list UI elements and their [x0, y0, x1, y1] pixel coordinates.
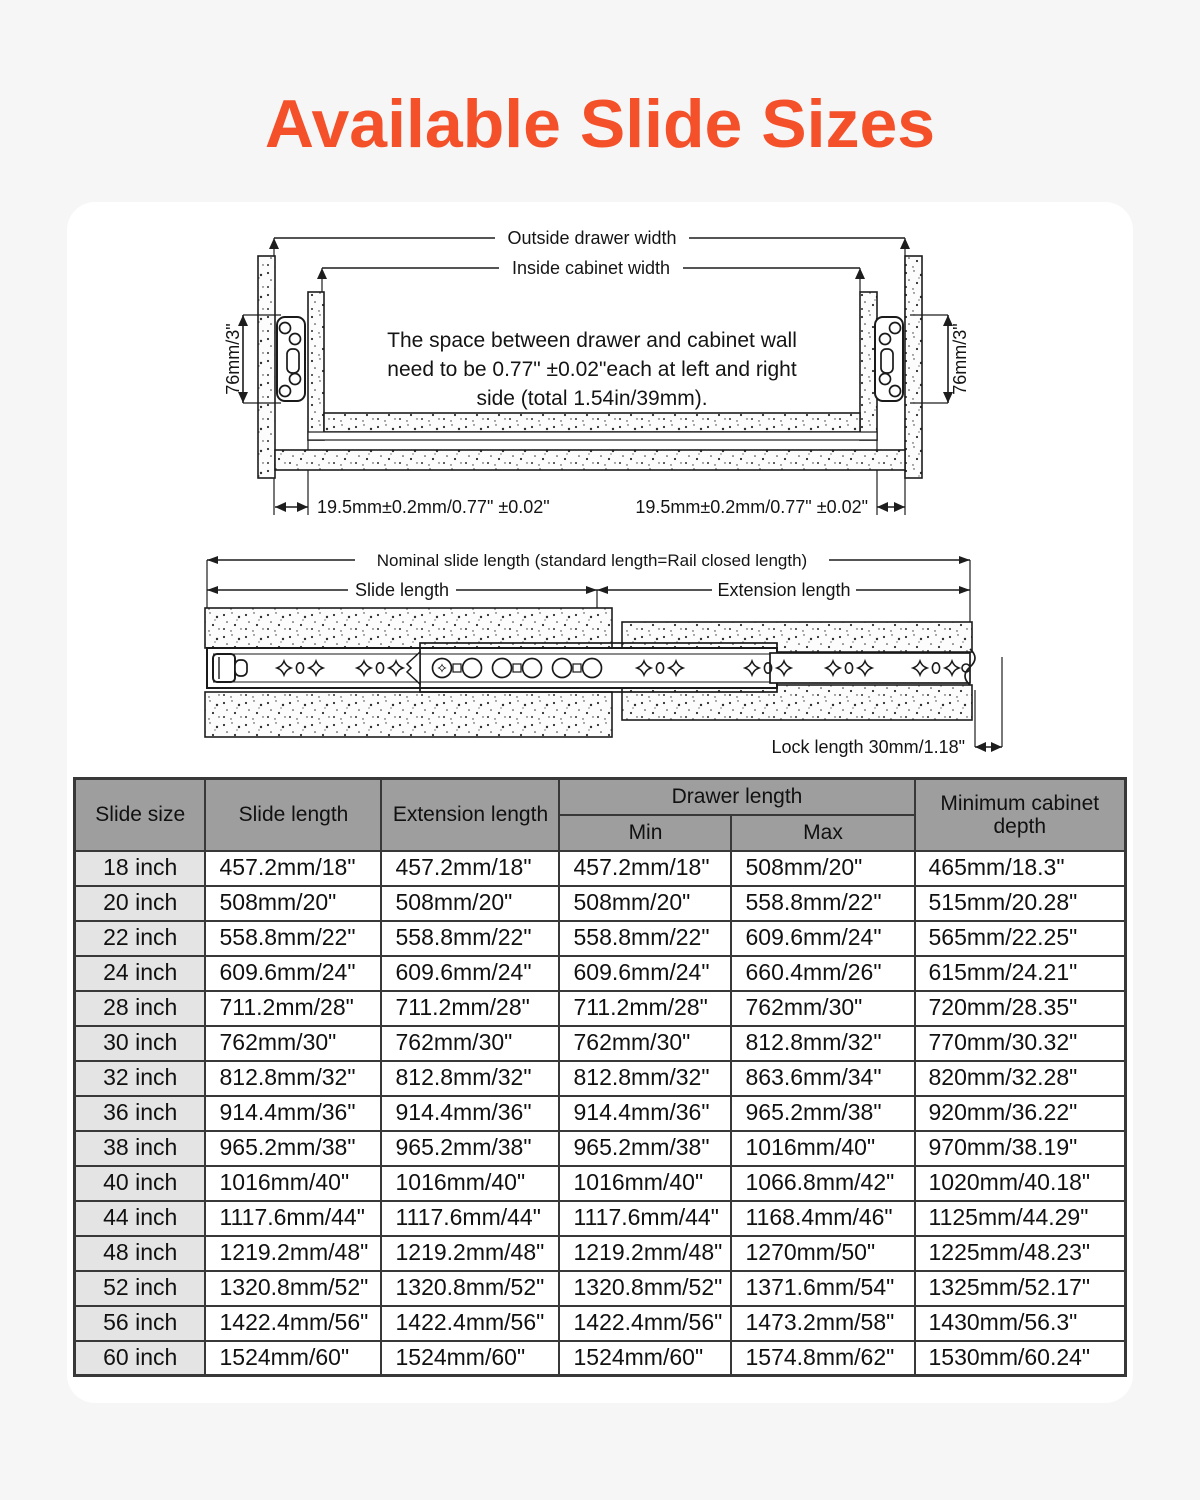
cell-extension-length: 1422.4mm/56" — [381, 1306, 559, 1341]
cell-slide-length: 1422.4mm/56" — [205, 1306, 381, 1341]
cell-min-cabinet-depth: 770mm/30.32" — [915, 1026, 1126, 1061]
cell-drawer-length-max: 812.8mm/32" — [731, 1026, 914, 1061]
cell-extension-length: 1320.8mm/52" — [381, 1271, 559, 1306]
cell-extension-length: 1016mm/40" — [381, 1166, 559, 1201]
cell-min-cabinet-depth: 1225mm/48.23" — [915, 1236, 1126, 1271]
cell-slide-length: 1117.6mm/44" — [205, 1201, 381, 1236]
extension-length-label: Extension length — [717, 580, 851, 600]
cell-drawer-length-max: 1016mm/40" — [731, 1131, 914, 1166]
drawer-wall-left — [308, 292, 324, 440]
cell-slide-length: 762mm/30" — [205, 1026, 381, 1061]
cabinet-member-bottom-left — [205, 692, 612, 737]
cell-extension-length: 812.8mm/32" — [381, 1061, 559, 1096]
table-row — [74, 886, 1125, 921]
cell-slide-size: 36 inch — [74, 1096, 205, 1131]
cell-slide-size: 38 inch — [74, 1131, 205, 1166]
drawer-bottom-panel — [324, 413, 860, 432]
cell-slide-size: 30 inch — [74, 1026, 205, 1061]
cell-slide-length: 1320.8mm/52" — [205, 1271, 381, 1306]
table-row — [74, 956, 1125, 991]
table-row — [74, 1096, 1125, 1131]
cell-slide-size: 60 inch — [74, 1341, 205, 1376]
cell-min-cabinet-depth: 720mm/28.35" — [915, 991, 1126, 1026]
cabinet-member-top-left — [205, 608, 612, 648]
cell-extension-length: 965.2mm/38" — [381, 1131, 559, 1166]
cell-drawer-length-min: 558.8mm/22" — [559, 921, 731, 956]
cell-drawer-length-min: 1016mm/40" — [559, 1166, 731, 1201]
cell-extension-length: 1219.2mm/48" — [381, 1236, 559, 1271]
cell-drawer-length-max: 508mm/20" — [731, 851, 914, 886]
header-drawer-max: Max — [731, 815, 914, 851]
cell-min-cabinet-depth: 1325mm/52.17" — [915, 1271, 1126, 1306]
cell-min-cabinet-depth: 615mm/24.21" — [915, 956, 1126, 991]
header-slide-size: Slide size — [74, 779, 205, 851]
cabinet-wall-right — [905, 256, 922, 478]
cell-drawer-length-max: 1270mm/50" — [731, 1236, 914, 1271]
cell-drawer-length-min: 1219.2mm/48" — [559, 1236, 731, 1271]
cell-min-cabinet-depth: 1020mm/40.18" — [915, 1166, 1126, 1201]
header-min-cabinet-depth: Minimum cabinet depth — [915, 779, 1126, 851]
cell-slide-size: 20 inch — [74, 886, 205, 921]
cell-slide-size: 32 inch — [74, 1061, 205, 1096]
clearance-note-line3: side (total 1.54in/39mm). — [476, 387, 708, 410]
content-card — [67, 202, 1133, 1403]
cell-slide-length: 812.8mm/32" — [205, 1061, 381, 1096]
clearance-note-line2: need to be 0.77" ±0.02"each at left and right — [387, 358, 797, 381]
cell-extension-length: 1524mm/60" — [381, 1341, 559, 1376]
cell-slide-length: 457.2mm/18" — [205, 851, 381, 886]
table-row — [74, 1061, 1125, 1096]
table-body — [74, 851, 1125, 1376]
header-slide-length: Slide length — [205, 779, 381, 851]
cell-drawer-length-max: 1168.4mm/46" — [731, 1201, 914, 1236]
cell-slide-length: 508mm/20" — [205, 886, 381, 921]
cell-drawer-length-max: 1574.8mm/62" — [731, 1341, 914, 1376]
cell-extension-length: 1117.6mm/44" — [381, 1201, 559, 1236]
cell-min-cabinet-depth: 565mm/22.25" — [915, 921, 1126, 956]
cell-extension-length: 457.2mm/18" — [381, 851, 559, 886]
cell-slide-size: 40 inch — [74, 1166, 205, 1201]
cell-slide-length: 914.4mm/36" — [205, 1096, 381, 1131]
side-gap-dimension-right — [635, 497, 905, 517]
slide-length-diagram — [67, 545, 1133, 765]
cell-slide-length: 558.8mm/22" — [205, 921, 381, 956]
table-row — [74, 991, 1125, 1026]
cell-slide-size: 56 inch — [74, 1306, 205, 1341]
cell-slide-size: 18 inch — [74, 851, 205, 886]
nominal-length-label: Nominal slide length (standard length=Rail closed length) — [376, 551, 808, 570]
cell-drawer-length-min: 914.4mm/36" — [559, 1096, 731, 1131]
cell-drawer-length-max: 965.2mm/38" — [731, 1096, 914, 1131]
inside-cabinet-width-dimension — [317, 257, 865, 292]
inside-cabinet-width-label: Inside cabinet width — [511, 258, 671, 278]
cell-drawer-length-max: 558.8mm/22" — [731, 886, 914, 921]
cell-min-cabinet-depth: 515mm/20.28" — [915, 886, 1126, 921]
cell-slide-length: 1016mm/40" — [205, 1166, 381, 1201]
table-row — [74, 1306, 1125, 1341]
lock-length-label: Lock length 30mm/1.18" — [771, 737, 965, 757]
cell-slide-size: 28 inch — [74, 991, 205, 1026]
clearance-note — [387, 329, 797, 410]
cell-min-cabinet-depth: 1430mm/56.3" — [915, 1306, 1126, 1341]
cell-extension-length: 609.6mm/24" — [381, 956, 559, 991]
cell-extension-length: 914.4mm/36" — [381, 1096, 559, 1131]
cell-slide-length: 965.2mm/38" — [205, 1131, 381, 1166]
cell-drawer-length-min: 609.6mm/24" — [559, 956, 731, 991]
clearance-note-line1: The space between drawer and cabinet wall — [387, 329, 797, 352]
cell-slide-size: 24 inch — [74, 956, 205, 991]
cell-drawer-length-min: 1422.4mm/56" — [559, 1306, 731, 1341]
header-extension-length: Extension length — [381, 779, 559, 851]
cell-slide-size: 52 inch — [74, 1271, 205, 1306]
table-row — [74, 921, 1125, 956]
cell-slide-length: 1219.2mm/48" — [205, 1236, 381, 1271]
cell-drawer-length-min: 457.2mm/18" — [559, 851, 731, 886]
cell-slide-size: 22 inch — [74, 921, 205, 956]
extension-length-dimension — [597, 579, 970, 600]
cell-min-cabinet-depth: 1530mm/60.24" — [915, 1341, 1126, 1376]
outside-drawer-width-dimension — [269, 227, 910, 249]
table-row — [74, 1131, 1125, 1166]
cell-drawer-length-min: 1117.6mm/44" — [559, 1201, 731, 1236]
table-row — [74, 1026, 1125, 1061]
table-row — [74, 1236, 1125, 1271]
cell-extension-length: 711.2mm/28" — [381, 991, 559, 1026]
cell-drawer-length-min: 1320.8mm/52" — [559, 1271, 731, 1306]
cell-drawer-length-max: 660.4mm/26" — [731, 956, 914, 991]
table-row — [74, 851, 1125, 886]
table-row — [74, 1271, 1125, 1306]
cell-min-cabinet-depth: 465mm/18.3" — [915, 851, 1126, 886]
table-row — [74, 1166, 1125, 1201]
cell-drawer-length-min: 812.8mm/32" — [559, 1061, 731, 1096]
side-gap-label-left: 19.5mm±0.2mm/0.77" ±0.02" — [317, 497, 550, 517]
cabinet-wall-left — [258, 256, 275, 478]
table-header — [74, 779, 1125, 851]
cell-slide-length: 609.6mm/24" — [205, 956, 381, 991]
cell-extension-length: 762mm/30" — [381, 1026, 559, 1061]
slide-size-table — [73, 777, 1127, 1377]
outside-drawer-width-label: Outside drawer width — [507, 228, 677, 248]
cell-drawer-length-max: 1473.2mm/58" — [731, 1306, 914, 1341]
cell-min-cabinet-depth: 1125mm/44.29" — [915, 1201, 1126, 1236]
cell-drawer-length-min: 508mm/20" — [559, 886, 731, 921]
cell-drawer-length-min: 762mm/30" — [559, 1026, 731, 1061]
header-drawer-length: Drawer length — [559, 779, 914, 815]
drawer-member-bottom-right — [622, 685, 972, 720]
cell-drawer-length-max: 1371.6mm/54" — [731, 1271, 914, 1306]
table-row — [74, 1341, 1125, 1376]
cell-slide-size: 44 inch — [74, 1201, 205, 1236]
rail-height-label-left: 76mm/3" — [223, 323, 243, 395]
cell-drawer-length-min: 1524mm/60" — [559, 1341, 731, 1376]
header-drawer-min: Min — [559, 815, 731, 851]
slide-rail-cross-section-right — [875, 317, 903, 401]
cell-min-cabinet-depth: 920mm/36.22" — [915, 1096, 1126, 1131]
side-gap-dimension-left — [275, 497, 550, 517]
table-row — [74, 1201, 1125, 1236]
cell-drawer-length-max: 762mm/30" — [731, 991, 914, 1026]
cell-drawer-length-max: 609.6mm/24" — [731, 921, 914, 956]
cabinet-bottom-panel — [275, 450, 905, 470]
cell-slide-length: 711.2mm/28" — [205, 991, 381, 1026]
rail-height-label-right: 76mm/3" — [950, 323, 970, 395]
slide-length-label: Slide length — [354, 580, 450, 600]
cell-min-cabinet-depth: 820mm/32.28" — [915, 1061, 1126, 1096]
side-gap-label-right: 19.5mm±0.2mm/0.77" ±0.02" — [635, 497, 868, 517]
cell-drawer-length-min: 711.2mm/28" — [559, 991, 731, 1026]
cell-min-cabinet-depth: 970mm/38.19" — [915, 1131, 1126, 1166]
page-title: Available Slide Sizes — [264, 86, 936, 162]
cell-slide-length: 1524mm/60" — [205, 1341, 381, 1376]
cell-drawer-length-min: 965.2mm/38" — [559, 1131, 731, 1166]
cell-drawer-length-max: 863.6mm/34" — [731, 1061, 914, 1096]
cell-extension-length: 508mm/20" — [381, 886, 559, 921]
drawer-cabinet-diagram — [67, 225, 1133, 530]
cell-slide-size: 48 inch — [74, 1236, 205, 1271]
drawer-bottom-skin — [308, 432, 877, 440]
cell-drawer-length-max: 1066.8mm/42" — [731, 1166, 914, 1201]
slide-rail-cross-section-left — [277, 317, 305, 401]
cell-extension-length: 558.8mm/22" — [381, 921, 559, 956]
